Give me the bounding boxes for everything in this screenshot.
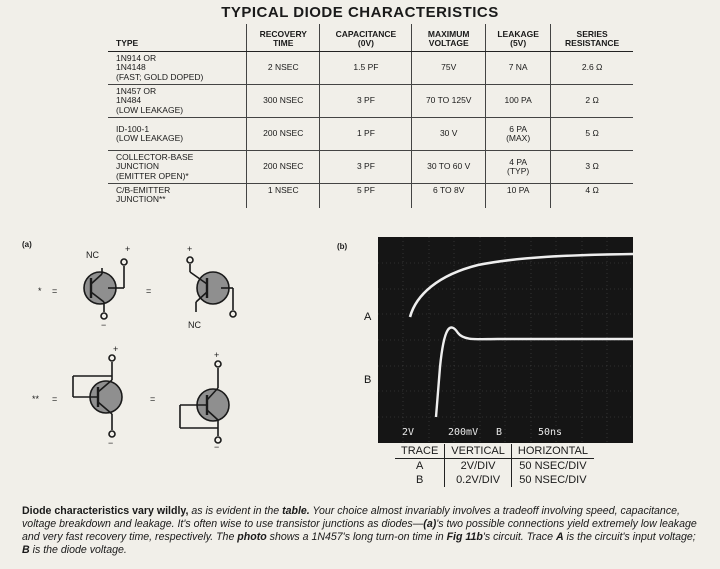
table-cell-voltage (412, 151, 486, 184)
table-cell-recovery (247, 151, 320, 184)
caption-fig-ref: Fig 11b (446, 531, 483, 543)
caption-photo-ref: photo (237, 531, 267, 543)
column-header-line: RESISTANCE (565, 38, 620, 49)
table-cell-leakage (486, 184, 551, 209)
trace-row (395, 459, 594, 474)
table-cell-type (108, 151, 247, 184)
column-header-line: VOLTAGE (428, 38, 469, 49)
cell-line: (FAST; GOLD DOPED) (116, 71, 204, 82)
column-header-line: TIME (273, 38, 294, 49)
table-cell-voltage (412, 118, 486, 151)
cell-line: C/B-EMITTER (116, 185, 171, 196)
equals-sign-2: = (146, 286, 152, 296)
cell-line: 200 NSEC (263, 161, 304, 172)
column-header (320, 24, 412, 52)
table-cell-type (108, 184, 247, 209)
table-cell-capacitance (320, 118, 412, 151)
caption-text-7: is the diode voltage. (29, 544, 127, 556)
cell-line: 70 TO 125V (425, 95, 472, 106)
table-cell-capacitance (320, 184, 412, 209)
cell-line: JUNCTION** (116, 194, 166, 205)
trace-cell: 0.2V/DIV (445, 473, 512, 487)
plus-sign-1: + (125, 244, 131, 254)
column-header (412, 24, 486, 52)
trace-cell: 2V/DIV (445, 459, 512, 474)
cell-line: (LOW LEAKAGE) (116, 133, 184, 144)
cell-line: 4 PA (509, 156, 528, 167)
cell-line: JUNCTION (116, 161, 159, 172)
table-cell-resistance (551, 85, 633, 118)
cell-line: 1 NSEC (267, 185, 299, 196)
trace-table (395, 444, 594, 487)
trace-table-header (395, 444, 594, 459)
column-header-line: LEAKAGE (497, 29, 539, 40)
cell-line: 1N484 (116, 95, 142, 106)
trace-b-curve (436, 327, 633, 417)
scope-grid (378, 237, 633, 443)
table-cell-type (108, 85, 247, 118)
table-row (108, 118, 633, 151)
diode-characteristics-table (108, 24, 633, 208)
table-cell-type (108, 118, 247, 151)
caption-table-ref: table. (282, 505, 310, 517)
cell-line: 1N457 OR (116, 86, 157, 97)
caption-text-1: as is evident in the (188, 505, 283, 517)
figure-b-label: (b) (337, 242, 348, 251)
caption-text-4: shows a 1N457's long turn-on time in (266, 531, 447, 543)
table-cell-type (108, 52, 247, 85)
plus-sign-2: + (187, 244, 193, 254)
cell-line: 3 Ω (585, 161, 599, 172)
trace-column-header: TRACE (395, 444, 445, 459)
column-header-line: CAPACITANCE (335, 29, 397, 40)
cell-line: 3 PF (356, 161, 375, 172)
table-cell-recovery (247, 184, 320, 209)
cell-line: 5 PF (356, 185, 375, 196)
column-header-line: RECOVERY (259, 29, 307, 40)
equals-sign-1: = (52, 286, 58, 296)
minus-sign-3: − (108, 438, 114, 448)
table-cell-recovery (247, 85, 320, 118)
caption-a-ref: (a) (423, 518, 437, 530)
cell-line: 10 PA (506, 185, 530, 196)
cell-line: COLLECTOR-BASE (116, 152, 194, 163)
readout-time: 50ns (538, 427, 563, 438)
caption-text-6: is the circuit's input voltage; (563, 531, 696, 543)
cell-line: (EMITTER OPEN)* (116, 170, 189, 181)
cell-line: 5 Ω (585, 128, 599, 139)
table-cell-leakage (486, 151, 551, 184)
cell-line: 2 NSEC (267, 62, 299, 73)
cell-line: (TYP) (507, 166, 530, 177)
caption-trace-a: A (555, 531, 564, 543)
cell-line: ID-100-1 (116, 123, 150, 134)
cell-line: 4 Ω (585, 185, 599, 196)
cell-line: 300 NSEC (263, 95, 304, 106)
table-cell-capacitance (320, 52, 412, 85)
table-cell-leakage (486, 118, 551, 151)
caption-text-3: 's two possible connections yield extremely low leakage and very fast recovery time, respectively. The (22, 518, 697, 543)
cell-line: (LOW LEAKAGE) (116, 104, 184, 115)
cell-line: 2 Ω (585, 95, 599, 106)
cell-line: 6 TO 8V (433, 185, 465, 196)
minus-sign-1: − (101, 320, 107, 330)
table-cell-voltage (412, 85, 486, 118)
column-header-line: (0V) (357, 38, 374, 49)
figure-a-schematics (28, 240, 278, 450)
trace-a-curve (410, 254, 633, 317)
figure-a-label: (a) (22, 240, 32, 249)
table-row (108, 151, 633, 184)
table-cell-capacitance (320, 85, 412, 118)
nc-label-2: NC (188, 320, 201, 330)
cell-line: 1N4148 (116, 62, 146, 73)
trace-column-header: VERTICAL (445, 444, 512, 459)
readout-b: B (496, 427, 503, 438)
trace-cell: 50 NSEC/DIV (511, 459, 594, 474)
cell-line: 30 V (439, 128, 458, 139)
cell-line: 75V (441, 62, 457, 73)
double-star-marker: ** (32, 394, 40, 404)
single-star-marker: * (38, 286, 42, 296)
cell-line: 7 NA (508, 62, 528, 73)
column-header-line: MAXIMUM (427, 29, 470, 40)
table-cell-capacitance (320, 151, 412, 184)
table-cell-resistance (551, 184, 633, 209)
table-cell-leakage (486, 85, 551, 118)
figure-caption (22, 505, 704, 557)
table-cell-leakage (486, 52, 551, 85)
caption-text-5: 's circuit. Trace (482, 531, 556, 543)
trace-cell: B (415, 474, 424, 486)
readout-volts: 2V (402, 427, 415, 438)
column-header-line: (5V) (510, 38, 527, 49)
column-header (551, 24, 633, 52)
trace-cell: 50 NSEC/DIV (511, 473, 594, 487)
caption-text-2: Your choice almost invariably involves a tradeoff involving speed, capacitance, voltage breakdown and leakage. It's often wise to use transistor junctions as diodes— (22, 505, 680, 530)
cell-line: 2.6 Ω (581, 62, 603, 73)
column-header (247, 24, 320, 52)
column-header (486, 24, 551, 52)
table-row (108, 52, 633, 85)
column-header-line: TYPE (116, 38, 139, 49)
table-cell-recovery (247, 52, 320, 85)
equals-sign-3: = (52, 394, 58, 404)
table-cell-recovery (247, 118, 320, 151)
column-header (108, 24, 247, 52)
table-cell-voltage (412, 52, 486, 85)
nc-label: NC (86, 250, 99, 260)
column-header-line: SERIES (576, 29, 608, 40)
equals-sign-4: = (150, 394, 156, 404)
caption-lead: Diode characteristics vary wildly, (22, 505, 189, 517)
trace-cell: A (415, 460, 424, 472)
trace-row (395, 473, 594, 487)
page-title: TYPICAL DIODE CHARACTERISTICS (221, 4, 499, 21)
table-cell-resistance (551, 151, 633, 184)
cell-line: 6 PA (509, 123, 528, 134)
cell-line: (MAX) (506, 133, 531, 144)
table-cell-resistance (551, 118, 633, 151)
cell-line: 1N914 OR (116, 53, 157, 63)
plus-sign-4: + (214, 350, 220, 360)
cell-line: 1 PF (356, 128, 375, 139)
cell-line: 200 NSEC (263, 128, 304, 139)
minus-sign-4: − (214, 442, 220, 450)
table-row (108, 85, 633, 118)
trace-a-label: A (364, 311, 372, 323)
table-header-row (108, 24, 633, 52)
cell-line: 100 PA (504, 95, 532, 106)
cell-line: 3 PF (356, 95, 375, 106)
cell-line: 30 TO 60 V (427, 161, 471, 172)
table-cell-resistance (551, 52, 633, 85)
cell-line: 1.5 PF (353, 62, 379, 73)
plus-sign-3: + (113, 344, 119, 354)
readout-millivolts: 200mV (448, 427, 479, 438)
trace-column-header: HORIZONTAL (511, 444, 594, 459)
table-cell-voltage (412, 184, 486, 209)
oscilloscope-photo (378, 237, 633, 443)
caption-trace-b: B (22, 544, 30, 556)
trace-b-label: B (364, 374, 372, 386)
table-row (108, 184, 633, 209)
